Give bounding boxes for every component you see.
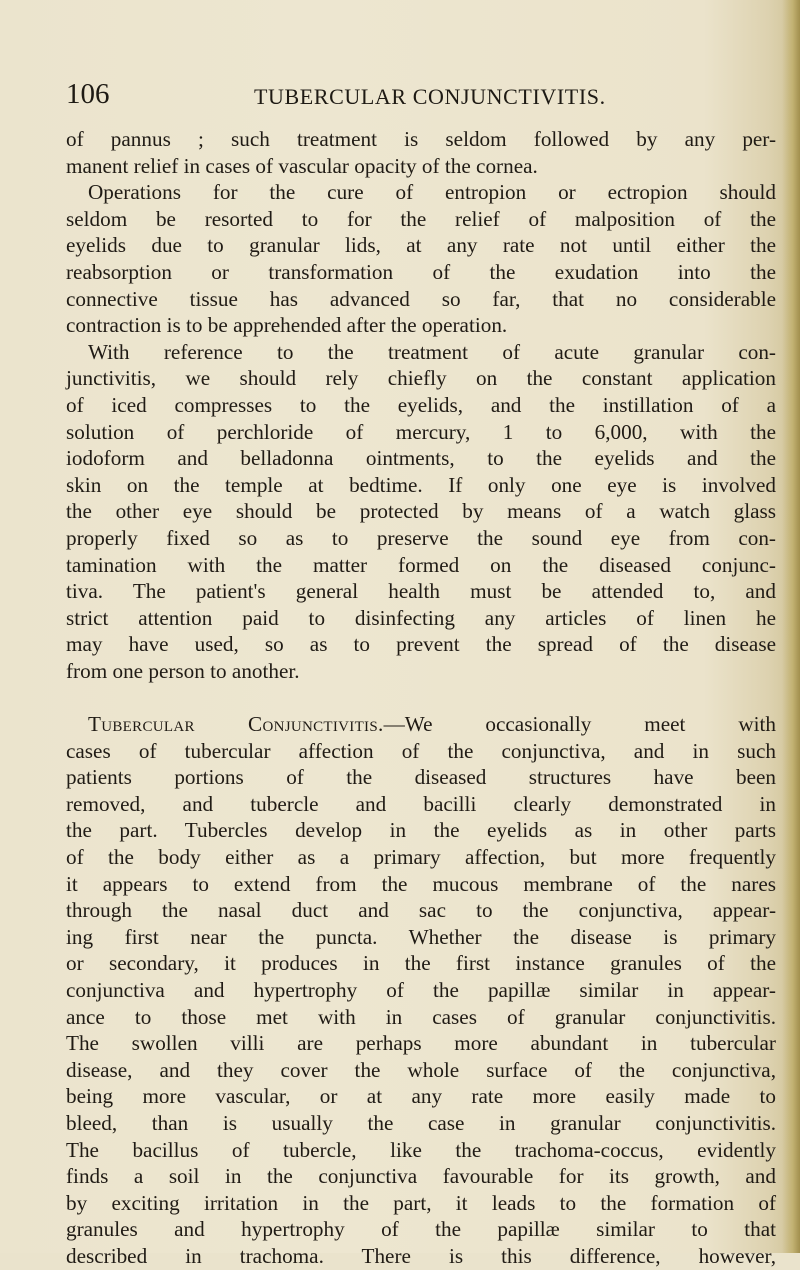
section-heading: Tubercular Conjunctivitis.	[88, 712, 384, 737]
text-line: The bacillus of tubercle, like the trachoma-coccus, evidently	[66, 1137, 776, 1162]
body-text	[66, 126, 776, 1270]
text-line: manent relief in cases of vascular opacity of the cornea.	[66, 153, 538, 178]
text-line: ing first near the puncta. Whether the disease is primary	[66, 924, 776, 949]
text-line: Operations for the cure of entropion or ectropion should	[88, 180, 776, 205]
text-line: strict attention paid to disinfecting any articles of linen he	[66, 605, 776, 630]
text-line: through the nasal duct and sac to the conjunctiva, appear-	[66, 898, 776, 923]
page-header	[66, 78, 766, 112]
text-line: reabsorption or transformation of the exudation into the	[66, 259, 776, 284]
section-first-line	[66, 711, 776, 738]
text-line: ance to those met with in cases of granular conjunctivitis.	[66, 1004, 776, 1029]
text-line: tamination with the matter formed on the diseased conjunc-	[66, 552, 776, 577]
text-line: by exciting irritation in the part, it leads to the formation of	[66, 1190, 776, 1215]
text-line: patients portions of the diseased structures have been	[66, 765, 776, 790]
text-line: of the body either as a primary affection, but more frequently	[66, 845, 776, 870]
text-line: bleed, than is usually the case in granular conjunctivitis.	[66, 1110, 776, 1135]
text-line: the part. Tubercles develop in the eyelids as in other parts	[66, 818, 776, 843]
text-line: disease, and they cover the whole surface of the conjunctiva,	[66, 1057, 776, 1082]
running-title: TUBERCULAR CONJUNCTIVITIS.	[254, 84, 606, 109]
text-line: finds a soil in the conjunctiva favourable for its growth, and	[66, 1164, 776, 1189]
text-line: or secondary, it produces in the first instance granules of the	[66, 951, 776, 976]
page-number: 106	[66, 78, 110, 110]
text-line: With reference to the treatment of acute granular con-	[88, 339, 776, 364]
text-line: described in trachoma. There is this difference, however,	[66, 1243, 776, 1268]
text-line: cases of tubercular affection of the conjunctiva, and in such	[66, 738, 776, 763]
text-line: iodoform and belladonna ointments, to the eyelids and the	[66, 446, 776, 471]
text-line: connective tissue has advanced so far, that no considerable	[66, 286, 776, 311]
text-line: of iced compresses to the eyelids, and the instillation of a	[66, 392, 776, 417]
text-line: skin on the temple at bedtime. If only one eye is involved	[66, 472, 776, 497]
text-line: it appears to extend from the mucous membrane of the nares	[66, 871, 776, 896]
text-line: of pannus ; such treatment is seldom followed by any per-	[66, 127, 776, 151]
text-line: may have used, so as to prevent the spread of the disease	[66, 632, 776, 657]
text-line: tiva. The patient's general health must be attended to, and	[66, 579, 776, 604]
text-line: being more vascular, or at any rate more easily made to	[66, 1084, 776, 1109]
text-line: seldom be resorted to for the relief of malposition of the	[66, 206, 776, 231]
text-line: eyelids due to granular lids, at any rate not until either the	[66, 233, 776, 258]
text-line: conjunctiva and hypertrophy of the papillæ similar in appear-	[66, 978, 776, 1002]
text-line: from one person to another.	[66, 658, 300, 683]
paragraph-gap	[66, 684, 776, 711]
text-line: properly fixed so as to preserve the sound eye from con-	[66, 525, 776, 550]
text-line: junctivitis, we should rely chiefly on the constant application	[66, 366, 776, 391]
text-line: the other eye should be protected by means of a watch glass	[66, 499, 776, 524]
page-edge-shadow	[782, 0, 800, 1253]
text-line: granules and hypertrophy of the papillæ similar to that	[66, 1217, 776, 1242]
section-first-line-text: —We occasionally meet with	[383, 712, 776, 737]
text-line: solution of perchloride of mercury, 1 to 6,000, with the	[66, 419, 776, 444]
text-line: contraction is to be apprehended after the operation.	[66, 313, 508, 338]
text-line: removed, and tubercle and bacilli clearly demonstrated in	[66, 791, 776, 816]
text-line: The swollen villi are perhaps more abundant in tubercular	[66, 1031, 776, 1056]
